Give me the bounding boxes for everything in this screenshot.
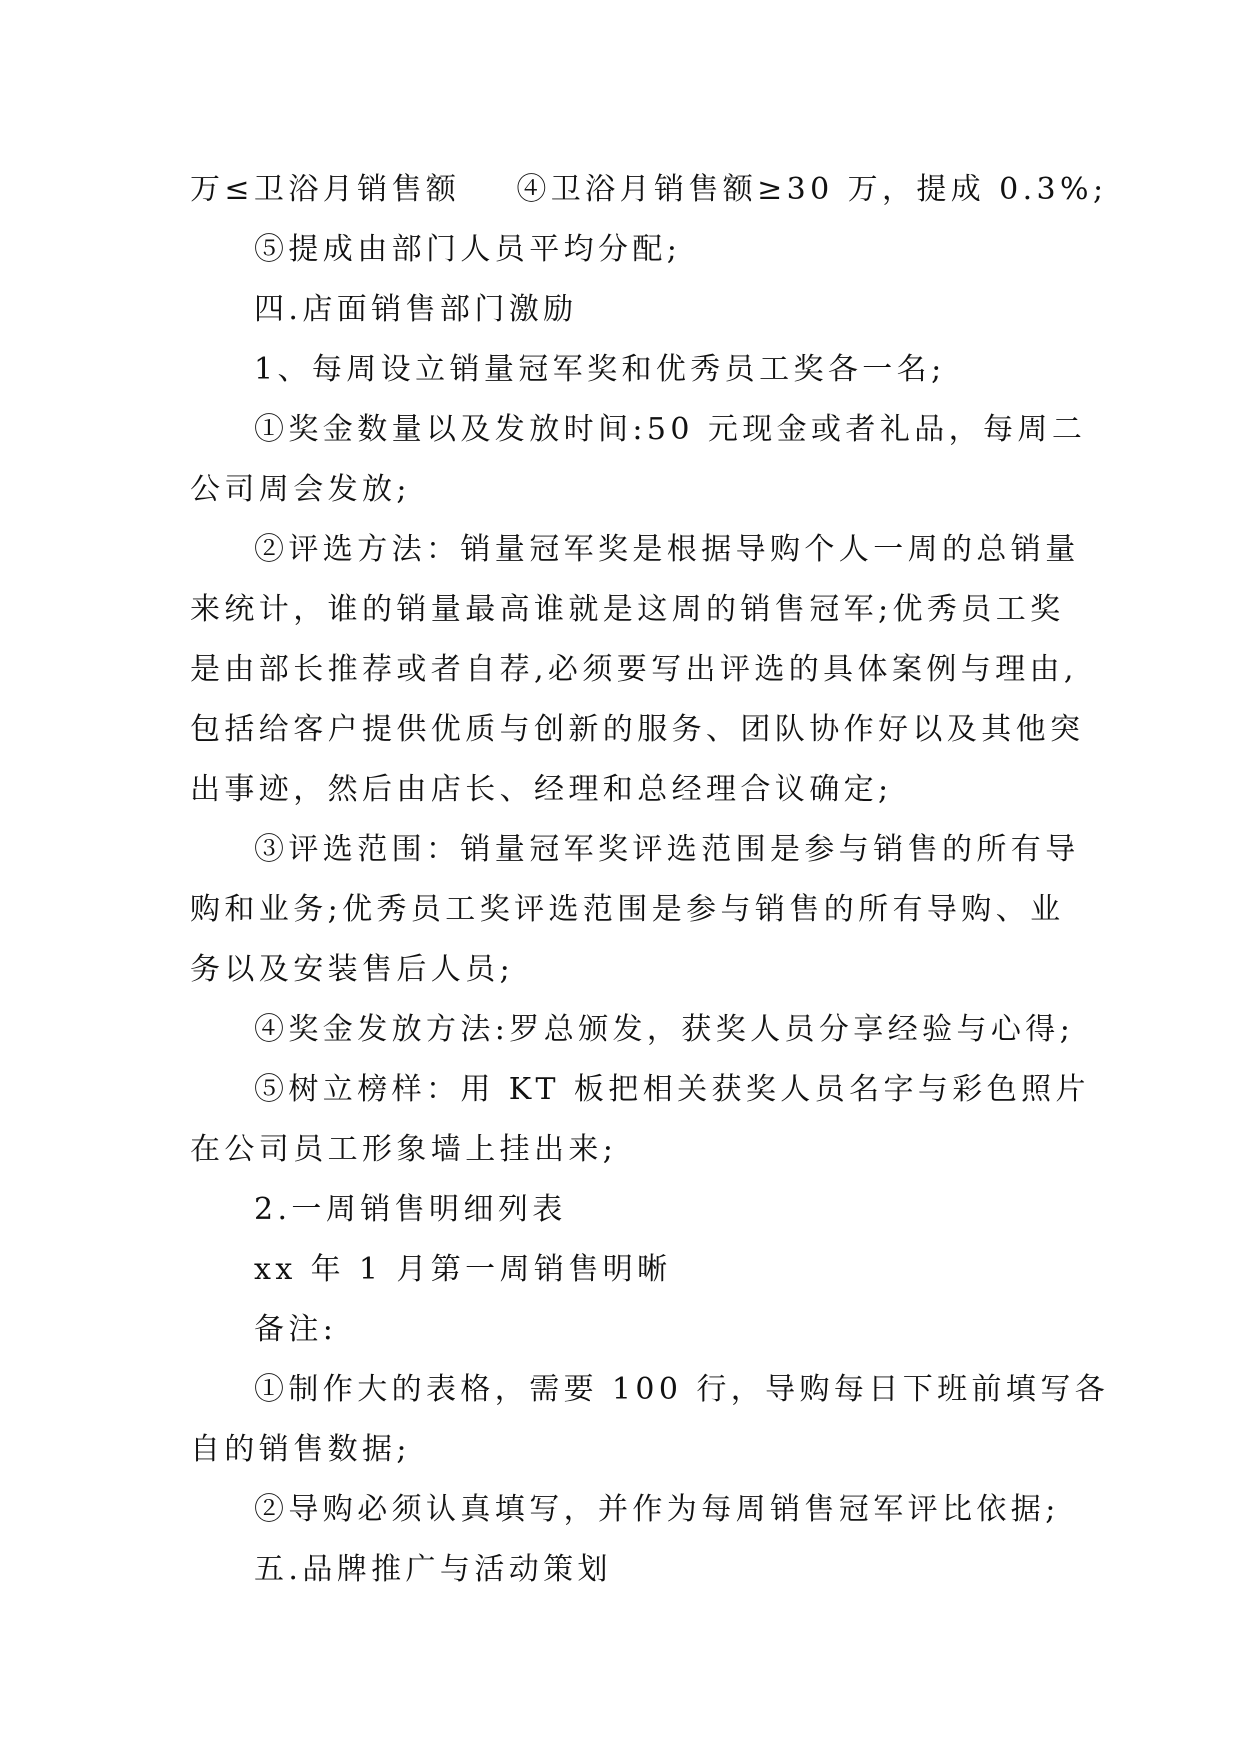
paragraph-line-21: ①制作大的表格，需要 100 行，导购每日下班前填写各: [254, 1372, 1110, 1407]
paragraph-line-13: 购和业务;优秀员工奖评选范围是参与销售的所有导购、业: [190, 892, 1065, 927]
paragraph-line-7: ②评选方法：销量冠军奖是根据导购个人一周的总销量: [254, 532, 1080, 567]
paragraph-line-4: 1、每周设立销量冠军奖和优秀员工奖各一名;: [254, 352, 946, 387]
paragraph-line-15: ④奖金发放方法:罗总颁发，获奖人员分享经验与心得;: [254, 1012, 1075, 1047]
subsection-heading-2: 2.一周销售明细列表: [254, 1192, 567, 1227]
paragraph-line-17: 在公司员工形象墙上挂出来;: [190, 1132, 618, 1167]
document-body: [190, 160, 1110, 1600]
paragraph-line-11: 出事迹，然后由店长、经理和总经理合议确定;: [190, 772, 893, 807]
paragraph-line-10: 包括给客户提供优质与创新的服务、团队协作好以及其他突: [190, 712, 1085, 747]
paragraph-line-16: ⑤树立榜样：用 KT 板把相关获奖人员名字与彩色照片: [254, 1072, 1090, 1107]
text-segment-left: 万≤卫浴月销售额: [190, 172, 461, 207]
paragraph-line-6: 公司周会发放;: [190, 472, 411, 507]
note-label: 备注:: [254, 1312, 338, 1347]
paragraph-line-9: 是由部长推荐或者自荐,必须要写出评选的具体案例与理由,: [190, 652, 1078, 687]
paragraph-line-23: ②导购必须认真填写，并作为每周销售冠军评比依据;: [254, 1492, 1060, 1527]
paragraph-line-1: [190, 160, 1108, 220]
paragraph-line-12: ③评选范围：销量冠军奖评选范围是参与销售的所有导: [254, 832, 1080, 867]
table-caption: xx 年 1 月第一周销售明晰: [254, 1252, 672, 1287]
paragraph-line-14: 务以及安装售后人员;: [190, 952, 515, 987]
paragraph-line-5: ①奖金数量以及发放时间:50 元现金或者礼品，每周二: [254, 412, 1087, 447]
section-heading-5: 五.品牌推广与活动策划: [254, 1552, 612, 1587]
paragraph-line-8: 来统计，谁的销量最高谁就是这周的销售冠军;优秀员工奖: [190, 592, 1065, 627]
text-segment-right: ④卫浴月销售额≥30 万，提成 0.3%;: [516, 172, 1108, 207]
paragraph-line-22: 自的销售数据;: [190, 1432, 411, 1467]
paragraph-line-2: ⑤提成由部门人员平均分配;: [254, 232, 682, 267]
section-heading-4: 四.店面销售部门激励: [254, 292, 578, 327]
